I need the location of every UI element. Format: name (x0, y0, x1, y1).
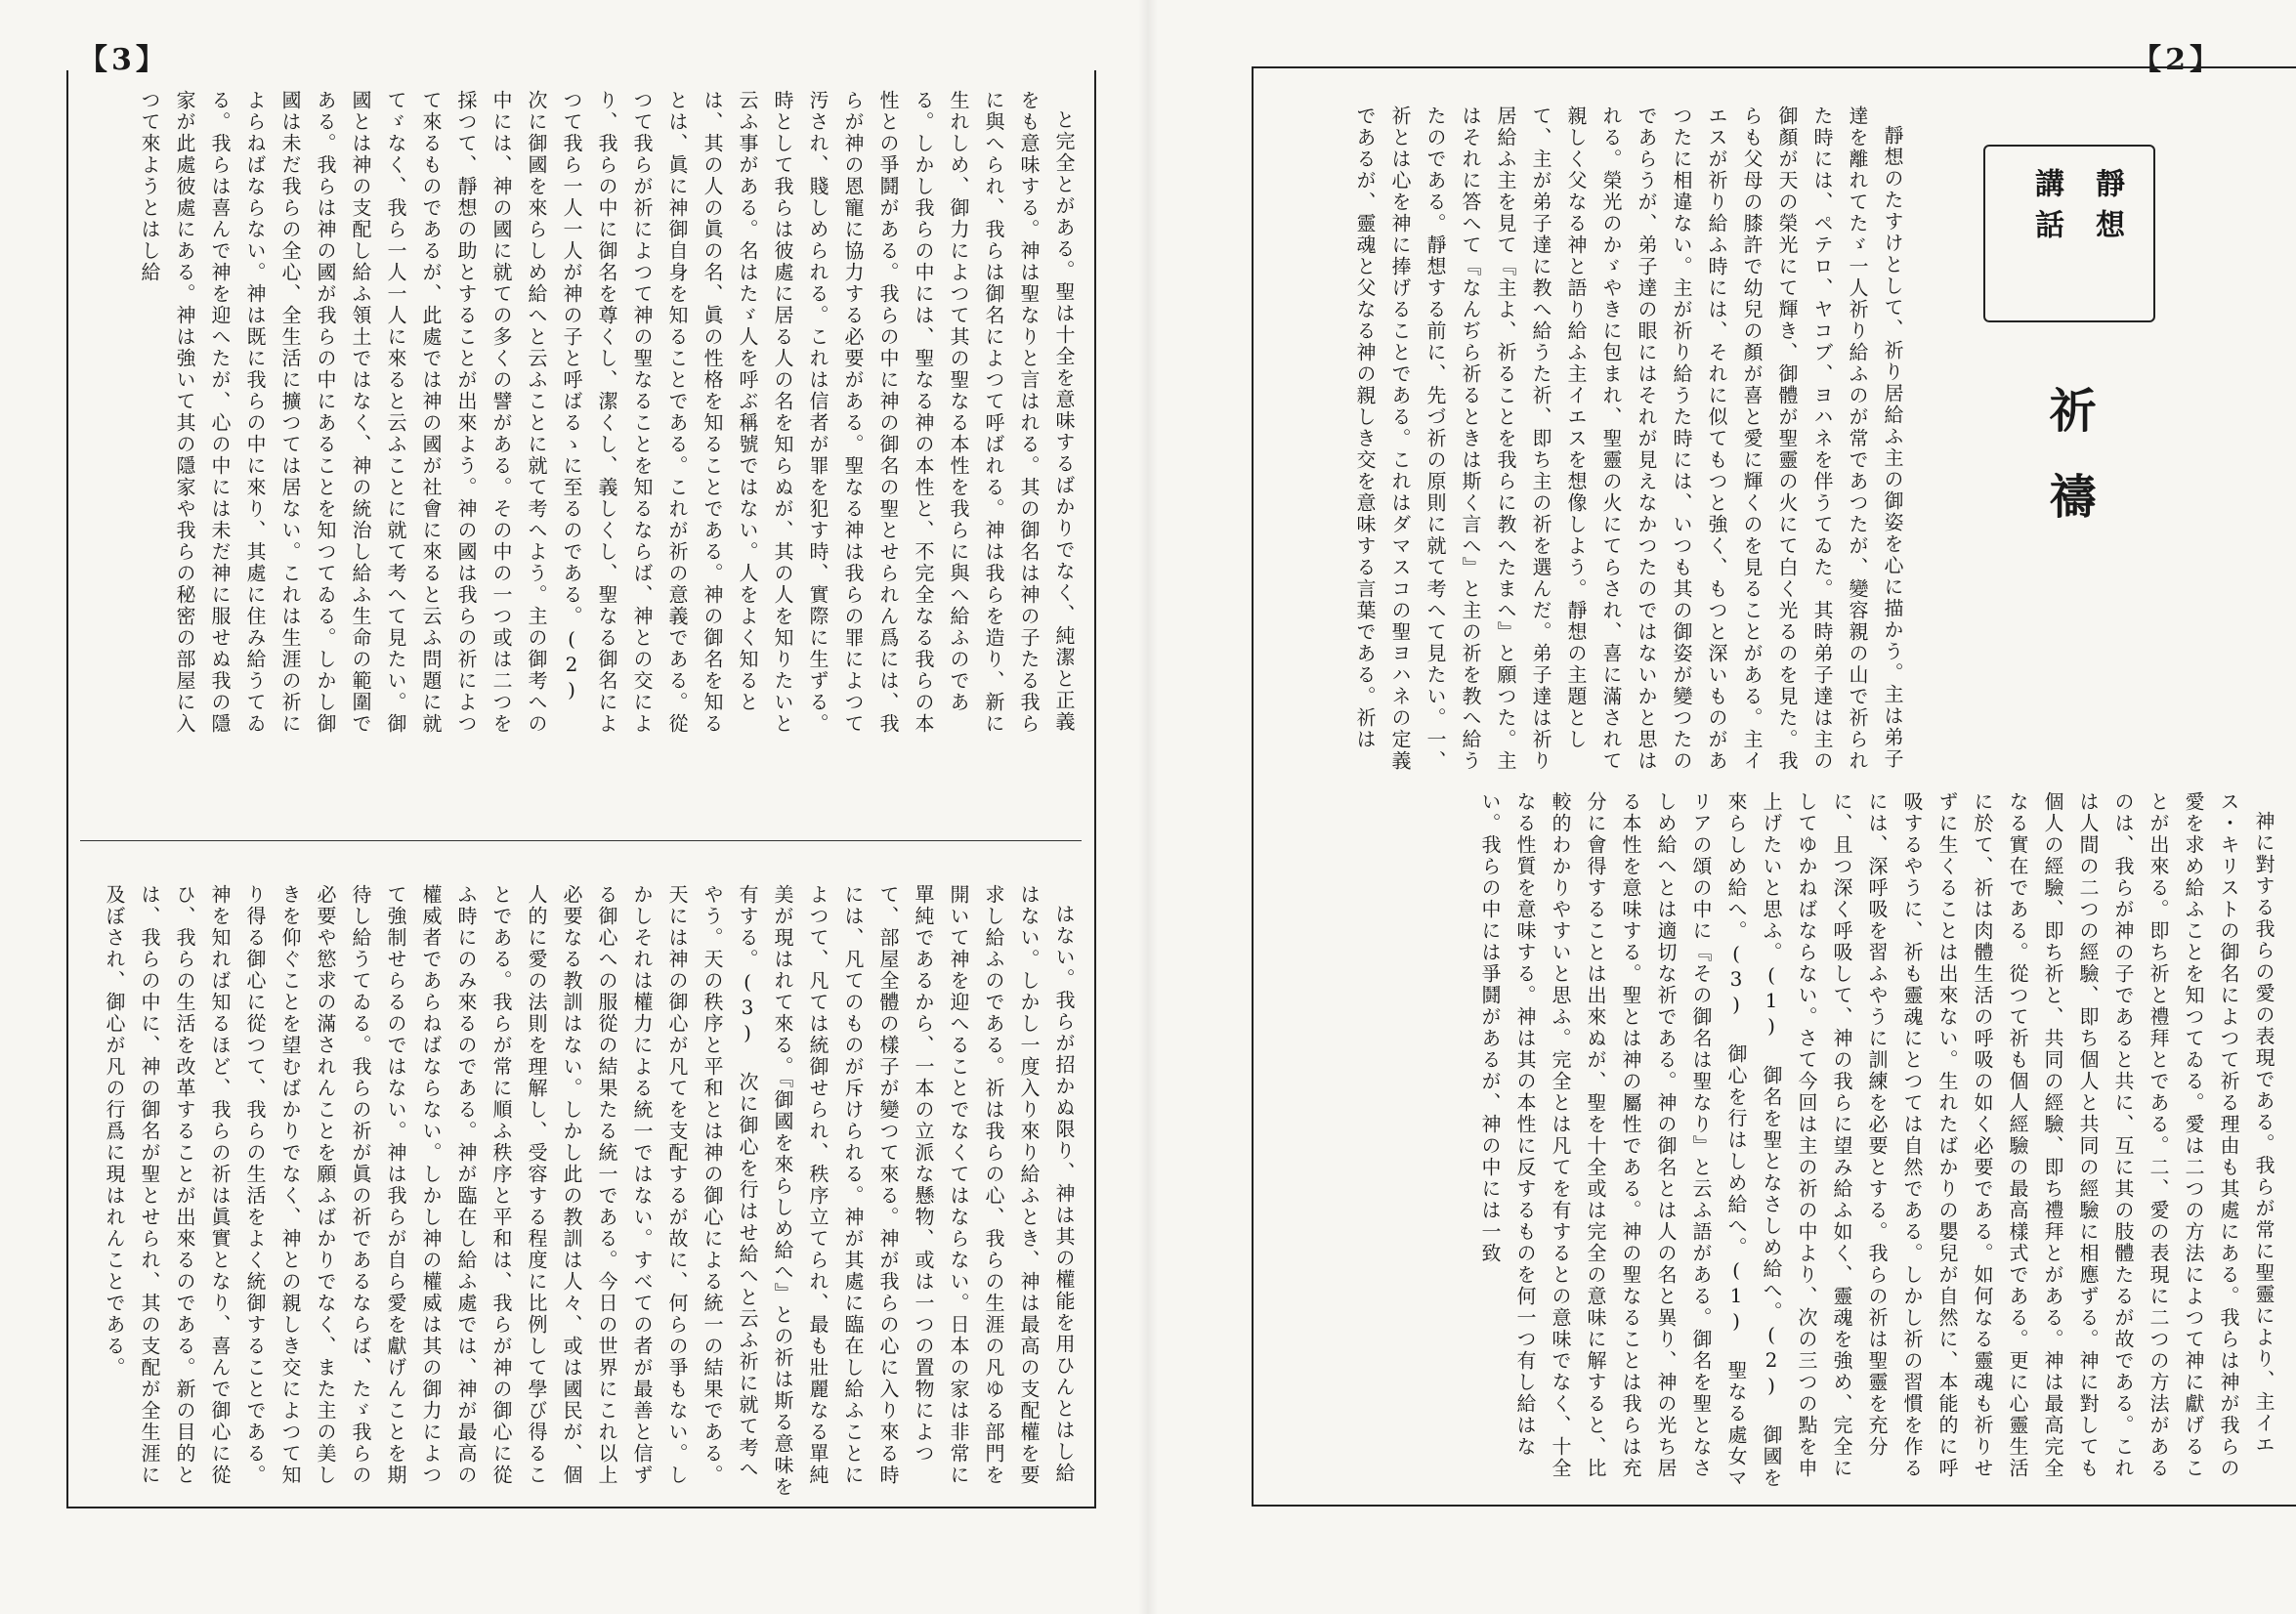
body-paragraph: と完全とがある。聖は十全を意味するばかりでなく、純潔と正義をも意味する。神は聖なりと言はれる。其の御名は神の子たる我らに與へられ、我らは御名によつて呼ばれる。神は我らを造り、新に生れしめ、御力によつて其の聖なる本性を我らに與へ給ふのである。しかし我らの中には、聖なる神の本性と、不完全なる我らの本性との爭鬪がある。我らの中に神の御名の聖とせられん爲には、我らが神の恩寵に協力する必要がある。聖なる神は我らの罪によつて汚され、賤しめられる。これは信者が罪を犯す時、實際に生ずる。時として我らは彼處に居る人の名を知らぬが、其の人を知りたいと云ふ事がある。名はたゞ人を呼ぶ稱號ではない。人をよく知るとは、其の人の眞の名、眞の性格を知ることである。神の御名を知るとは、眞に神御自身を知ることである。これが祈の意義である。從つて我らが祈によつて神の聖なることを知るならば、神との交により、我らの中に御名を尊くし、潔くし、義しくし、聖なる御名によつて我ら一人一人が神の子と呼ばるゝに至るのである。(2) 次に御國を來らしめ給へと云ふことに就て考へよう。主の御考への中には、神の國に就ての多くの譬がある。その中の一つ或は二つを採つて、靜想の助とすることが出來よう。神の國は我らの祈によつて來るものであるが、此處では神の國が社會に來ると云ふ問題に就てゞなく、我ら一人一人に來ると云ふことに就て考へて見たい。御國とは神の支配し給ふ領土ではなく、神の統治し給ふ生命の範圍である。我らは神の國が我らの中にあることを知つてゐる。しかし御國は未だ我らの全心、全生活に擴つては居ない。これは生涯の祈によらねばならない。神は既に我らの中に來り、其處に住み給うてゐる。我らは喜んで神を迎へたが、心の中には未だ神に服せぬ我の隱家が此處彼處にある。神は強いて其の隱家や我らの秘密の部屋に入つて來ようとはし給 (138, 90, 1076, 735)
body-paragraph: はない。我らが招かぬ限り、神は其の權能を用ひんとはし給はない。しかし一度入り來り給ふとき、神は最高の支配權を要求し給ふのである。祈は我らの心、我らの生涯の凡ゆる部門を開いて神を迎へることでなくてはならない。日本の家は非常に單純であるから、一本の立派な懸物、或は一つの置物によつて、部屋全體の樣子が變つて來る。神が我らの心に入り來る時には、凡てのものが斥けられる。神が其處に臨在し給ふことによつて、凡ては統御せられ、秩序立てられ、最も壯麗なる單純美が現はれて來る。『御國を來らしめ給へ』との祈は斯る意味を有する。(3) 次に御心を行はせ給へと云ふ祈に就て考へやう。天の秩序と平和とは神の御心による統一の結果である。天には神の御心が凡てを支配するが故に、何らの爭もない。しかしそれは權力による統一ではない。すべての者が最善と信ずる御心への服從の結果たる統一である。今日の世界にこれ以上必要なる教訓はない。しかし此の教訓は人々、或は國民が、個人的に愛の法則を理解し、受容する程度に比例して學び得ることである。我らが常に順ふ秩序と平和は、我らが神の御心に從ふ時にのみ來るのである。神が臨在し給ふ處では、神が最高の權威者であらねばならない。しかし神の權威は其の御力によつて強制せらるのではない。神は我らが自ら愛を獻げんことを期待し給うてゐる。我らの祈が眞の祈であるならば、たゞ我らの必要や慾求の滿されんことを願ふばかりでなく、また主の美しきを仰ぐことを望むばかりでなく、神との親しき交によつて知り得る御心に從つて、我らの生活をよく統御することである。神を知れば知るほど、我らの祈は眞實となり、喜んで御心に從ひ、我らの生活を改革することが出來るのである。新の目的とは、我らの中に、神の御名が聖とせられ、其の支配が全生涯に及ぼされ、御心が凡の行爲に現はれんことである。 (103, 884, 1076, 1498)
article-title: 祈禱 (2041, 386, 2096, 558)
series-label: 靜想 (2090, 168, 2124, 250)
page-number: 【3】 (78, 43, 169, 77)
series-label: 講話 (2029, 168, 2063, 250)
body-paragraph: 神に對する我らの愛の表現である。我らが常に聖靈により、主イエス・キリストの御名によつて祈る理由も其處にある。我らは神が我らの愛を求め給ふことを知つてゐる。愛は二つの方法によつて神に獻げることが出來る。即ち祈と禮拜とである。二、愛の表現に二つの方法があるのは、我らが神の子であると共に、互に其の肢體たるが故である。これは人間の二つの經驗、即ち個人と共同の經驗に相應ずる。神に對しても個人の經驗、即ち祈と、共同の經驗、即ち禮拜とがある。神は最高完全なる實在である。從つて祈も個人經驗の最高樣式である。更に心靈生活に於て、祈は肉體生活の呼吸の如く必要である。如何なる靈魂も祈りせずに生くることは出來ない。生れたばかりの嬰兒が自然に、本能的に呼吸するやうに、祈も靈魂にとつては自然である。しかし祈の習慣を作るには、深呼吸を習ふやうに訓練を必要とする。我らの祈は聖靈を充分に、且つ深く呼吸して、神の我らに望み給ふ如く、靈魂を強め、完全にしてゆかねばならない。さて今回は主の祈の中より、次の三つの點を申上げたいと思ふ。(1) 御名を聖となさしめ給へ。(2) 御國を來らしめ給へ。(3) 御心を行はしめ給へ。(1) 聖なる處女マリアの頌の中に『その御名は聖なり』と云ふ語がある。御名を聖となさしめ給へとは適切な祈である。神の御名とは人の名と異り、神の光ち居る本性を意味する。聖とは神の屬性である。神の聖なることは我らは充分に會得することは出來ぬが、聖を十全或は完全の意味に解すると、比較的わかりやすいと思ふ。完全とは凡てを有するとの意味でなく、十全なる性質を意味する。神は其の本性に反するものを何一つ有し給はない。我らの中には爭鬪があるが、神の中には一致 (1478, 791, 2275, 1489)
left-page-bottom-text (80, 884, 1082, 1500)
body-paragraph: 靜想のたすけとして、祈り居給ふ主の御姿を心に描かう。主は弟子達を離れてたゞ一人祈り給ふのが常であつたが、變容親の山で祈られた時には、ペテロ、ヤコブ、ヨハネを伴うてゐた。其時弟子達は主の御顏が天の榮光にて輝き、御體が聖靈の火にて白く光るのを見た。我らも父母の膝許で幼兒の顏が喜と愛に輝くのを見ることがある。主イエスが祈り給ふ時には、それに似てもつと強く、もつと深いものがあつたに相違ない。主が祈り給うた時には、いつも其の御姿が變つたのであらうが、弟子達の眼にはそれが見えなかつたのではないかと思はれる。榮光のかゞやきに包まれ、聖靈の火にてらされ、喜に滿されて親しく父なる神と語り給ふ主イエスを想像しよう。靜想の主題として、主が弟子達に教へ給うた祈、即ち主の祈を選んだ。弟子達は祈り居給ふ主を見て『主よ、祈ることを我らに教へたまへ』と願つた。主はそれに答へて『なんぢら祈るときは斯く言へ』と主の祈を教へ給うたのである。靜想する前に、先づ祈の原則に就て考へて見たい。一、祈とは心を神に捧げることである。これはダマスコの聖ヨハネの定義であるが、靈魂と父なる神の親しき交を意味する言葉である。祈は (1353, 106, 1904, 772)
right-page-bottom-text (1265, 791, 2281, 1495)
left-page-top-text (80, 90, 1082, 744)
page-number: 【2】 (2132, 43, 2223, 77)
series-label-box (1983, 145, 2155, 322)
section-divider (80, 840, 1082, 841)
right-page-top-text (1265, 106, 1910, 789)
